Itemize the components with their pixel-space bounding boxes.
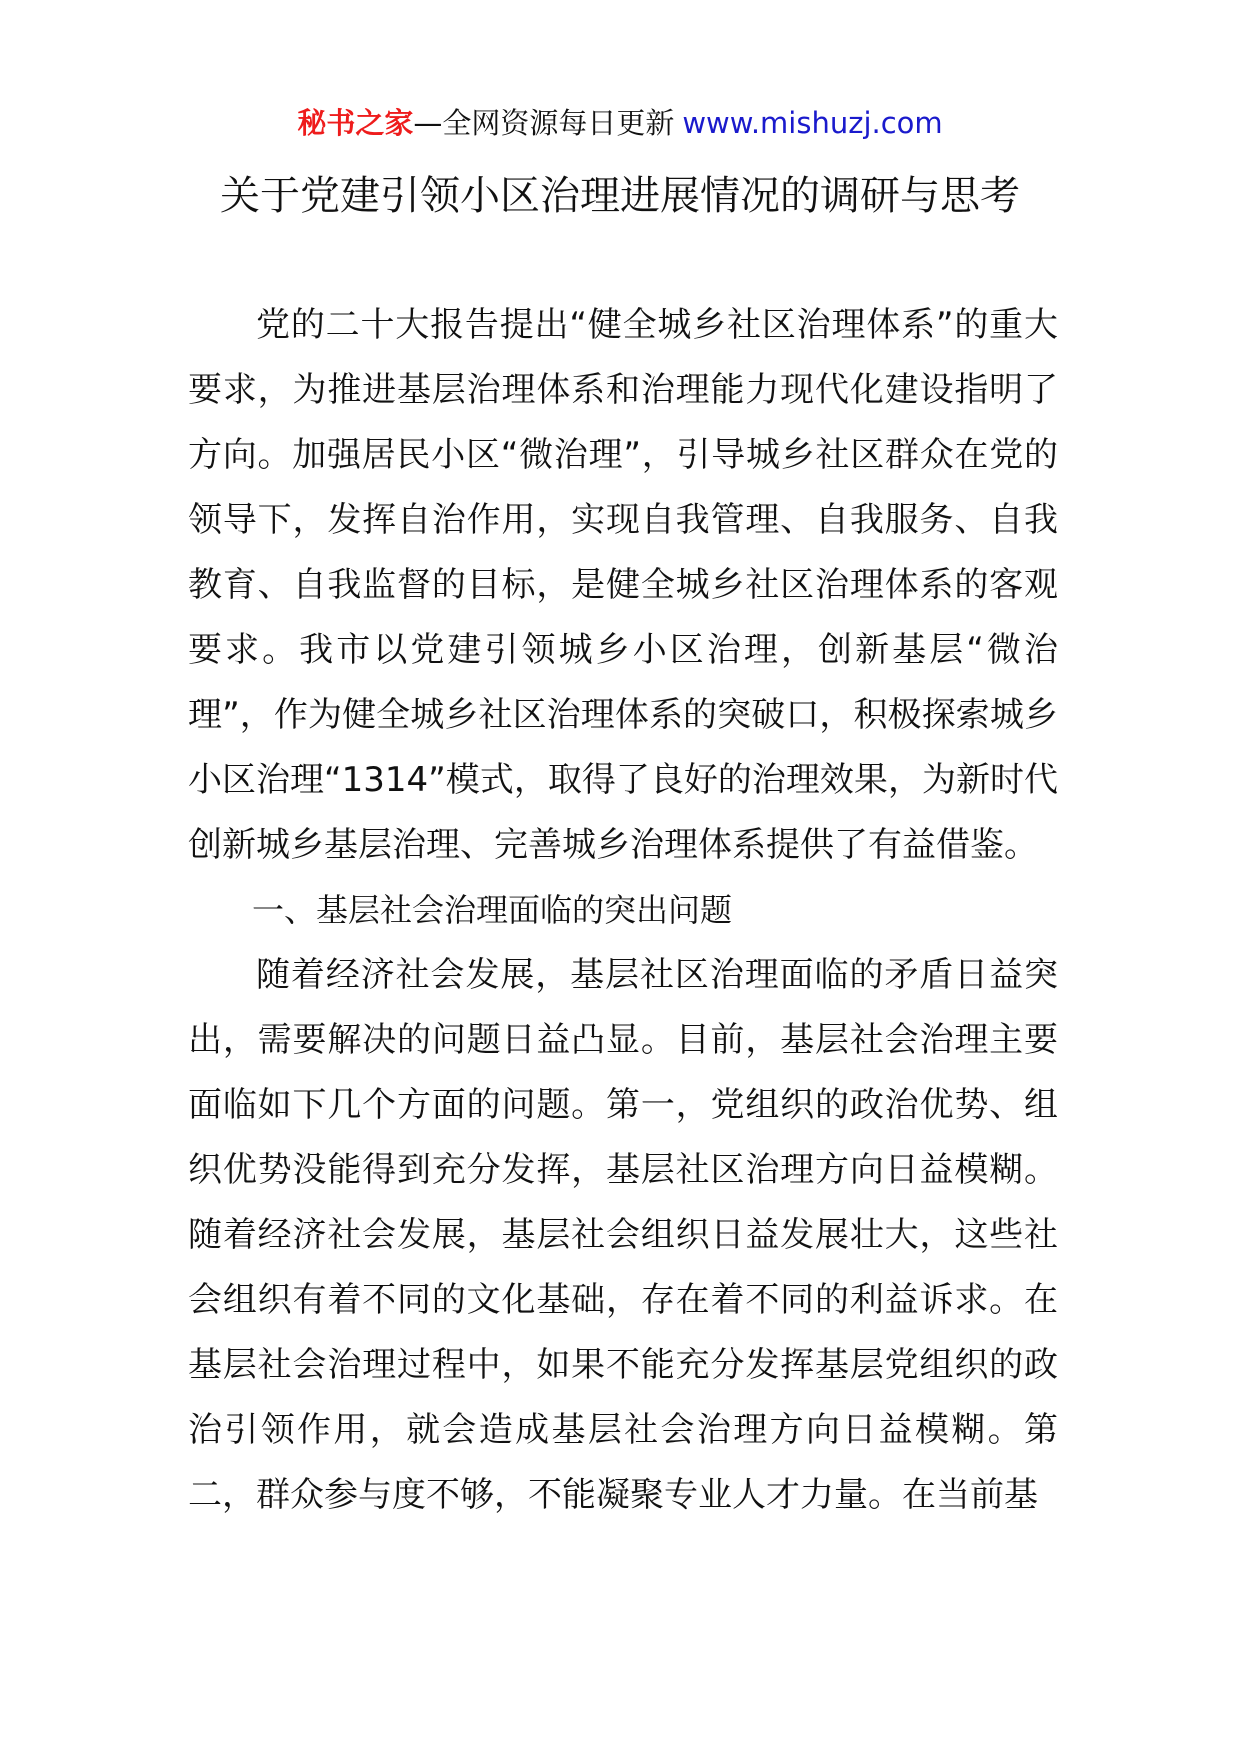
- site-brand: 秘书之家: [297, 106, 414, 140]
- section-heading: 一、基层社会治理面临的突出问题: [252, 891, 733, 929]
- site-header: [0, 103, 1240, 143]
- site-url-link[interactable]: www.mishuzj.com: [682, 106, 943, 140]
- document-title: 关于党建引领小区治理进展情况的调研与思考: [220, 173, 1020, 219]
- body-paragraph: 随着经济社会发展，基层社区治理面临的矛盾日益突出，需要解决的问题日益凸显。目前，基层社会治理主要面临如下几个方面的问题。第一，党组织的政治优势、组织优势没能得到充分发挥，基层社区治理方向日益模糊。随着经济社会发展，基层社会组织日益发展壮大，这些社会组织有着不同的文化基础，存在着不同的利益诉求。在基层社会治理过程中，如果不能充分发挥基层党组织的政治引领作用，就会造成基层社会治理方向日益模糊。第二，群众参与度不够，不能凝聚专业人才力量。在当前基: [188, 955, 1058, 1515]
- site-tagline: —全网资源每日更新: [413, 106, 675, 140]
- document-body: [188, 293, 1058, 1528]
- intro-paragraph: 党的二十大报告提出“健全城乡社区治理体系”的重大要求，为推进基层治理体系和治理能力现代化建设指明了方向。加强居民小区“微治理”，引导城乡社区群众在党的领导下，发挥自治作用，实现自我管理、自我服务、自我教育、自我监督的目标，是健全城乡社区治理体系的客观要求。我市以党建引领城乡小区治理，创新基层“微治理”，作为健全城乡社区治理体系的突破口，积极探索城乡小区治理“1314”模式，取得了良好的治理效果，为新时代创新城乡基层治理、完善城乡治理体系提供了有益借鉴。: [188, 305, 1058, 865]
